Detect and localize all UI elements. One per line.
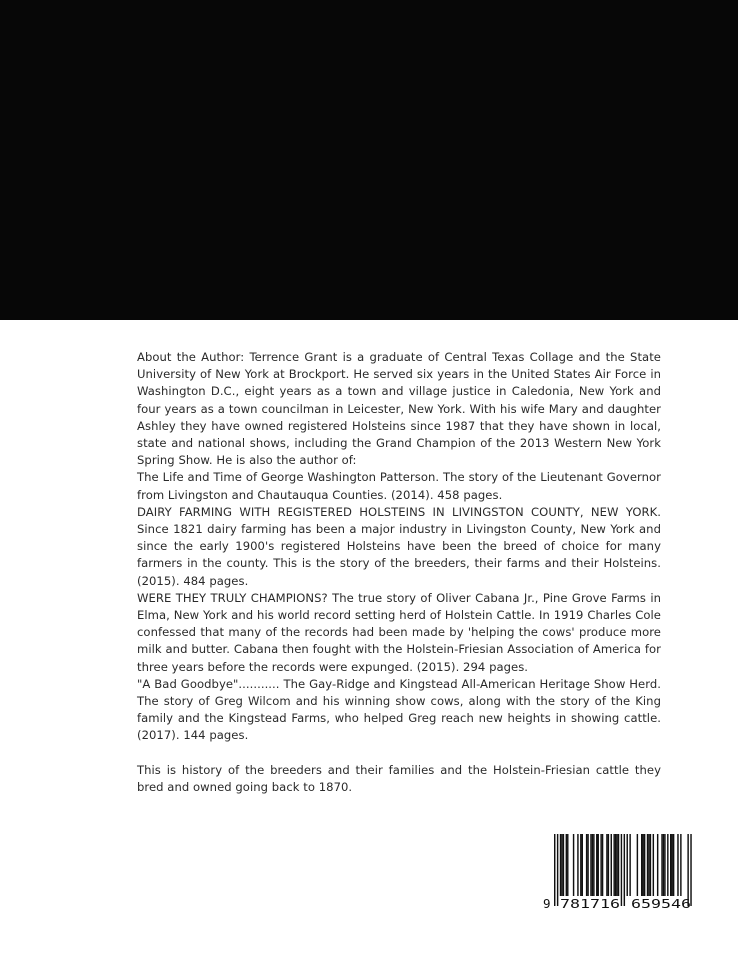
barcode-bar bbox=[602, 834, 603, 896]
barcode-bar bbox=[637, 834, 638, 896]
book-entry-dairy-farming: DAIRY FARMING WITH REGISTERED HOLSTEINS IN LIVINGSTON COUNTY, NEW YORK. Since 1821 dairy farming has been a major industry in Livingston County, New York and since the early 1900's registered Holsteins have been the breed of choice for many farmers in the county. This is the story of the breeders, their farms and their Holsteins. (2015). 484 pages. bbox=[137, 504, 661, 588]
barcode-bar bbox=[598, 834, 599, 896]
book-entry-truly-champions: WERE THEY TRULY CHAMPIONS? The true story of Oliver Cabana Jr., Pine Grove Farms in Elma, New York and his world record setting herd of Holstein Cattle. In 1919 Charles Cole confessed that many of the records had been made by 'helping the cows' produce more milk and butter. Cabana then fought with the Holstein-Friesian Association of America for three years before the records were expunged. (2015). 294 pages. bbox=[137, 590, 661, 674]
closing-paragraph: This is history of the breeders and their families and the Holstein-Friesian cattle they bred and owned going back to 1870. bbox=[137, 762, 661, 795]
barcode-bar bbox=[671, 834, 672, 896]
barcode-bar bbox=[557, 834, 558, 906]
barcode-bar bbox=[648, 834, 649, 896]
author-bio-paragraph: About the Author: Terrence Grant is a graduate of Central Texas Collage and the State University of New York at Brockport. He served six years in the United States Air Force in Washington D.C., eight years as a town and village justice in Caledonia, New York and four years as a town councilman in Leicester, New York. With his wife Mary and daughter Ashley they have owned registered Holsteins since 1987 that they have shown in local, state and national shows, including the Grand Champion of the 2013 Western New York Spring Show. He is also the author of: bbox=[137, 350, 661, 468]
barcode-bar bbox=[590, 834, 591, 896]
barcode-bar bbox=[606, 834, 607, 896]
barcode-bar bbox=[600, 834, 601, 896]
barcode-bar bbox=[580, 834, 581, 896]
barcode-bar bbox=[673, 834, 674, 896]
barcode-digit-first: 9 bbox=[543, 896, 551, 911]
barcode-bar bbox=[627, 834, 628, 896]
book-entry-bad-goodbye: "A Bad Goodbye"........... The Gay-Ridge and Kingstead All-American Heritage Show Herd. The story of Greg Wilcom and his winning show cows, along with the story of the King family and the Kingstead Farms, who helped Greg reach new heights in showing cattle. (2017). 144 pages. bbox=[137, 676, 661, 743]
barcode-bar bbox=[647, 834, 648, 896]
barcode-bar bbox=[587, 834, 588, 896]
barcode-bar bbox=[586, 834, 587, 896]
barcode-bar bbox=[563, 834, 564, 896]
barcode-bar bbox=[680, 834, 681, 896]
barcode-bar bbox=[677, 834, 678, 896]
book-entry-patterson: The Life and Time of George Washington Patterson. The story of the Lieutenant Governor from Livingston and Chautauqua Counties. (2014). 458 pages. bbox=[137, 470, 661, 502]
barcode-graphic bbox=[540, 832, 696, 912]
barcode-bar bbox=[641, 834, 642, 896]
barcode-bar bbox=[608, 834, 609, 896]
barcode-bar bbox=[644, 834, 645, 896]
barcode-bar bbox=[567, 834, 568, 896]
barcode-bar bbox=[667, 834, 668, 896]
barcode-bar bbox=[642, 834, 643, 896]
barcode-bar bbox=[566, 834, 567, 896]
barcode-bar bbox=[593, 834, 594, 896]
back-cover-blurb bbox=[137, 349, 661, 796]
cover-image-band bbox=[0, 0, 738, 320]
barcode-bar bbox=[663, 834, 664, 896]
barcode-digits-left: 781716 bbox=[560, 896, 620, 911]
barcode-bar bbox=[657, 834, 658, 896]
barcode-bar bbox=[615, 834, 616, 896]
barcode-bar bbox=[650, 834, 651, 896]
barcode-bar bbox=[616, 834, 617, 896]
page-edge-strip bbox=[738, 0, 742, 960]
barcode-bar bbox=[577, 834, 578, 896]
barcode-bar bbox=[596, 834, 597, 896]
barcode-bar bbox=[664, 834, 665, 896]
barcode-bar bbox=[561, 834, 562, 896]
barcode-bar bbox=[621, 834, 622, 906]
barcode-bar bbox=[573, 834, 574, 896]
barcode-bar bbox=[582, 834, 583, 896]
barcode-bar bbox=[560, 834, 561, 896]
barcode-bar bbox=[592, 834, 593, 896]
barcode-bar bbox=[613, 834, 614, 896]
barcode-bar bbox=[624, 834, 625, 906]
isbn-barcode bbox=[540, 832, 696, 912]
barcode-bar bbox=[611, 834, 612, 896]
barcode-digits-right: 659546 bbox=[631, 896, 691, 911]
barcode-bar bbox=[618, 834, 619, 896]
barcode-bar bbox=[629, 834, 630, 896]
barcode-bar bbox=[670, 834, 671, 896]
barcode-bar bbox=[653, 834, 654, 896]
barcode-bar bbox=[661, 834, 662, 896]
barcode-bar bbox=[554, 834, 555, 906]
